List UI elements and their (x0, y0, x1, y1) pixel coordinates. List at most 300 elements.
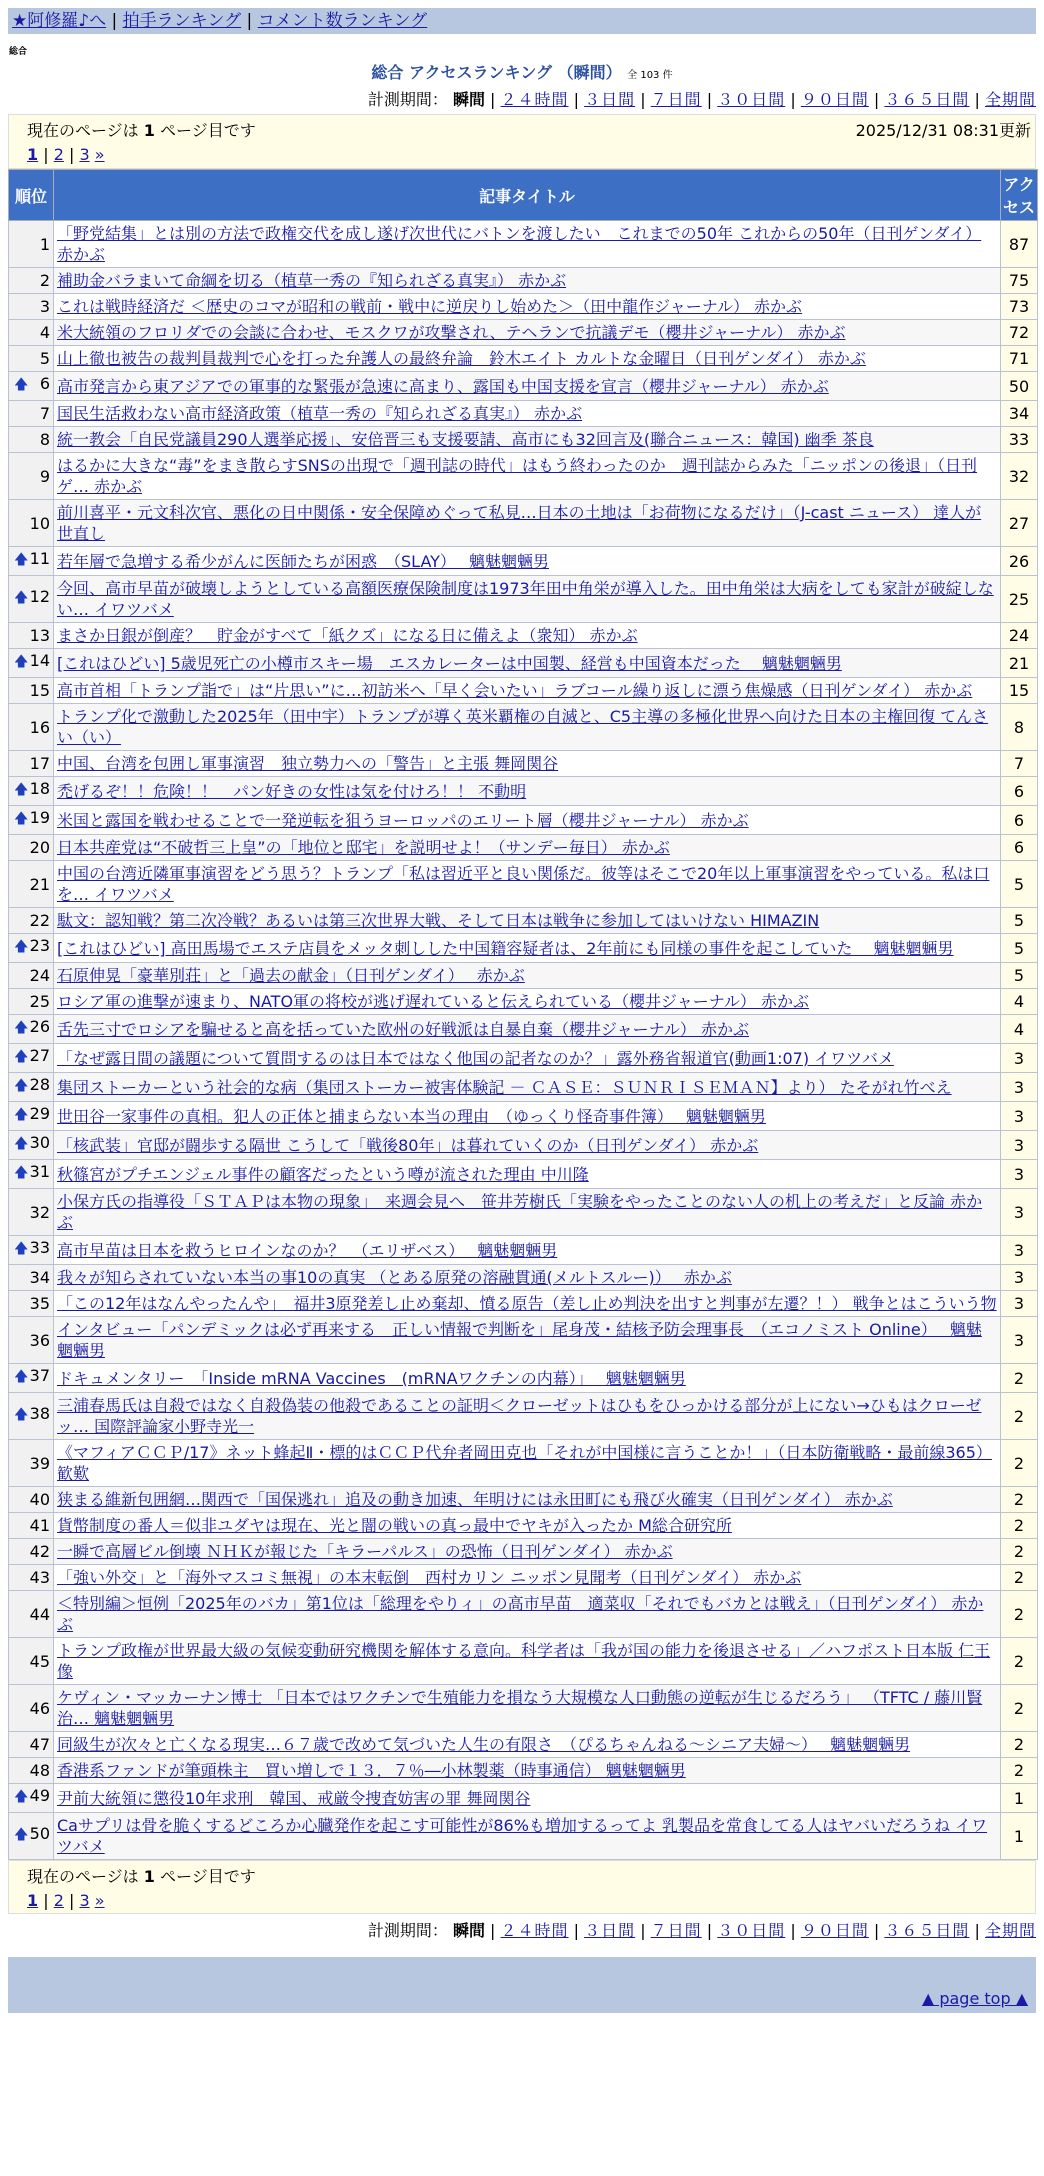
title-cell (54, 320, 1001, 346)
table-row (9, 346, 1038, 372)
article-title-link[interactable]: 「核武装」官邸が闘歩する隔世 こうして「戦後80年」は暮れていくのか（日刊ゲンダイ） 赤かぶ (57, 1135, 759, 1155)
access-count: 75 (1001, 268, 1038, 294)
rank-number: 13 (29, 626, 50, 645)
rank-number: 15 (29, 681, 50, 700)
table-row (9, 1044, 1038, 1073)
period-link-90d[interactable]: ９０日間 (800, 90, 869, 109)
rank-up-arrow-icon: 🡅 (14, 782, 29, 798)
rank-cell (9, 1317, 54, 1364)
table-row (9, 320, 1038, 346)
access-count: 15 (1001, 678, 1038, 704)
access-count: 5 (1001, 861, 1038, 908)
access-count: 5 (1001, 963, 1038, 989)
rank-number: 17 (29, 754, 50, 773)
title-cell (54, 1073, 1001, 1102)
table-row (9, 1440, 1038, 1487)
article-title-link[interactable]: 禿げるぞ！！危険！！ パン好きの女性は気を付けろ！！ 不動明 (57, 781, 527, 801)
current-page-text: 現在のページは 1 ページ目です (27, 121, 256, 140)
article-title-link[interactable]: 日本共産党は“不破哲三上皇”の「地位と邸宅」を説明せよ！（サンデー毎日） 赤かぶ (57, 838, 670, 857)
rank-cell (9, 649, 54, 678)
title-cell (54, 751, 1001, 777)
table-row (9, 704, 1038, 751)
table-row (9, 751, 1038, 777)
title-cell (54, 1813, 1001, 1860)
article-title-link[interactable]: 高市発言から東アジアでの軍事的な緊張が急速に高まり、露国も中国支援を宣言（櫻井ジャーナル） 赤かぶ (57, 376, 829, 396)
rank-cell (9, 623, 54, 649)
title-cell (54, 1131, 1001, 1160)
table-row (9, 1189, 1038, 1236)
period-selector-bottom: 計測期間： 瞬間 | ２４時間 | ３日間 | ７日間 | ３０日間 | ９０日間 | ３６５日間 | 全期間 (367, 1921, 1036, 1940)
rank-up-arrow-icon: 🡅 (14, 1136, 29, 1152)
article-title-link[interactable]: 狭まる維新包囲網…関西で「国保逃れ」追及の動き加速、年明けには永田町にも飛び火確実（日刊ゲンダイ） 赤かぶ (57, 1490, 893, 1509)
rank-cell (9, 427, 54, 453)
article-title-link[interactable]: これは戦時経済だ ＜歴史のコマが昭和の戦前・戦中に逆戻りし始めた＞（田中龍作ジャーナル） 赤かぶ (57, 297, 803, 316)
article-title-link[interactable]: [これはひどい] 高田馬場でエステ店員をメッタ刺しした中国籍容疑者は、2年前にも同様の事件を起こしていた 魑魅魍魎男 (57, 938, 954, 958)
article-title-link[interactable]: はるかに大きな“毒”をまき散らすSNSの出現で「週刊誌の時代」はもう終わったのか 週刊誌からみた「ニッポンの後退」（日刊ゲ… 赤かぶ (57, 456, 978, 496)
title-cell (54, 678, 1001, 704)
page-link-2[interactable]: 2 (53, 145, 64, 164)
rank-cell (9, 1364, 54, 1393)
article-title-link[interactable]: 香港系ファンドが筆頭株主 買い増しで１３．７％―小林製薬（時事通信） 魑魅魍魎男 (57, 1761, 686, 1780)
access-count: 3 (1001, 1236, 1038, 1265)
article-title-link[interactable]: 尹前大統領に懲役10年求刑 韓国、戒厳令捜査妨害の罪 舞岡関谷 (57, 1788, 531, 1808)
rank-number: 29 (29, 1104, 50, 1123)
article-title-link[interactable]: 補助金バラまいて命綱を切る（植草一秀の『知られざる真実』） 赤かぶ (57, 271, 567, 290)
title-cell (54, 346, 1001, 372)
rank-number: 4 (39, 323, 50, 342)
rank-cell (9, 1440, 54, 1487)
table-row (9, 678, 1038, 704)
rank-number: 46 (29, 1698, 50, 1718)
period-link-30d[interactable]: ３０日間 (717, 1921, 786, 1940)
rank-cell (9, 1073, 54, 1102)
rank-cell (9, 989, 54, 1015)
header-rank: 順位 (9, 170, 54, 221)
clap-ranking-link[interactable]: 拍手ランキング (122, 11, 242, 31)
article-title-link[interactable]: 集団ストーカーという社会的な病（集団ストーカー被害体験記 － ＣＡＳＥ：ＳＵＮＲＩＳＥＭＡＮ】より） たそがれ竹べえ (57, 1077, 952, 1097)
article-title-link[interactable]: 《マフィアＣＣＰ/17》ネット蜂起Ⅱ・標的はＣＣＰ代弁者岡田克也「それが中国様に言うことか！」（日本防衛戦略・最前線365） 歓歎 (57, 1443, 992, 1483)
rank-number: 5 (39, 349, 50, 368)
table-row (9, 1638, 1038, 1685)
title-cell (54, 1440, 1001, 1487)
title-cell (54, 908, 1001, 934)
table-row (9, 372, 1038, 401)
rank-cell (9, 1758, 54, 1784)
rank-number: 21 (29, 874, 50, 894)
article-title-link[interactable]: ドキュメンタリー 「Inside mRNA Vaccines (mRNAワクチンの内幕）」 魑魅魍魎男 (57, 1368, 686, 1388)
rank-cell (9, 751, 54, 777)
article-title-link[interactable]: ＜特別編＞恒例「2025年のバカ」第1位は「総理をやりィ」の高市早苗 適菜収「それでもバカとは戦え」（日刊ゲンダイ） 赤かぶ (57, 1594, 984, 1634)
rank-cell (9, 453, 54, 500)
article-title-link[interactable]: 駄文：認知戦？第二次冷戦？あるいは第三次世界大戦、そして日本は戦争に参加してはいけない HIMAZIN (57, 911, 820, 930)
access-count: 2 (1001, 1487, 1038, 1513)
access-count: 6 (1001, 835, 1038, 861)
access-count: 34 (1001, 401, 1038, 427)
rank-number: 25 (29, 992, 50, 1011)
access-count: 2 (1001, 1393, 1038, 1440)
period-link-7d[interactable]: ７日間 (650, 90, 702, 109)
article-title-link[interactable]: [これはひどい] 5歳児死亡の小樽市スキー場 エスカレーターは中国製、経営も中国資本だった 魑魅魍魎男 (57, 653, 842, 673)
rank-number: 36 (29, 1330, 50, 1350)
rank-cell (9, 1732, 54, 1758)
rank-number: 38 (29, 1404, 50, 1423)
access-count: 24 (1001, 623, 1038, 649)
nav-separator: | (246, 11, 253, 31)
article-title-link[interactable]: トランプ化で激動した2025年（田中宇）トランプが導く英米覇権の自滅と、C5主導の多極化世界へ向けた日本の主権回復 てんさい（い） (57, 707, 989, 747)
rank-up-arrow-icon: 🡅 (14, 1369, 29, 1385)
article-title-link[interactable]: インタビュー「パンデミックは必ず再来する 正しい情報で判断を」尾身茂・結核予防会理事長 （エコノミスト Online） 魑魅魍魎男 (57, 1320, 982, 1360)
article-title-link[interactable]: 統一教会「自民党議員290人選挙応援」、安倍晋三も支援要請、高市にも32回言及(聯合ニュース：韓国) 幽季 茶良 (57, 430, 874, 449)
table-row (9, 1160, 1038, 1189)
access-count: 6 (1001, 806, 1038, 835)
rank-number: 33 (29, 1238, 50, 1257)
table-row (9, 427, 1038, 453)
period-link-all[interactable]: 全期間 (984, 90, 1036, 109)
rank-number: 24 (29, 966, 50, 985)
table-row (9, 500, 1038, 547)
period-link-90d[interactable]: ９０日間 (800, 1921, 869, 1940)
page-link-1[interactable]: 1 (27, 145, 39, 164)
table-row (9, 401, 1038, 427)
rank-number: 7 (39, 404, 50, 423)
access-count: 5 (1001, 908, 1038, 934)
rank-number: 44 (29, 1604, 50, 1624)
table-row (9, 861, 1038, 908)
article-title-link[interactable]: 若年層で急増する希少がんに医師たちが困惑 （SLAY） 魑魅魍魎男 (57, 551, 550, 571)
access-count: 1 (1001, 1813, 1038, 1860)
home-link[interactable]: ★阿修羅♪へ (12, 11, 107, 31)
table-row (9, 1784, 1038, 1813)
table-row (9, 268, 1038, 294)
period-link-7d[interactable]: ７日間 (650, 1921, 702, 1940)
page-top-bar (8, 1985, 1036, 2013)
rank-cell (9, 1513, 54, 1539)
rank-cell (9, 1591, 54, 1638)
access-count: 71 (1001, 346, 1038, 372)
rank-up-arrow-icon: 🡅 (14, 939, 29, 955)
article-title-link[interactable]: 高市首相「トランプ詣で」は“片思い”に…初訪米へ「早く会いたい」ラブコール繰り返しに漂う焦燥感（日刊ゲンダイ） 赤かぶ (57, 681, 973, 700)
access-count: 1 (1001, 1784, 1038, 1813)
table-row (9, 806, 1038, 835)
title-cell (54, 623, 1001, 649)
table-row (9, 1291, 1038, 1317)
title-cell (54, 1291, 1001, 1317)
next-page-link[interactable]: » (94, 145, 105, 164)
rank-cell (9, 806, 54, 835)
page-link-3[interactable]: 3 (79, 145, 90, 164)
rank-up-arrow-icon: 🡅 (14, 590, 29, 606)
period-label: 計測期間： (367, 90, 448, 109)
rank-up-arrow-icon: 🡅 (14, 1049, 29, 1065)
rank-cell (9, 294, 54, 320)
rank-cell (9, 576, 54, 623)
title-cell (54, 704, 1001, 751)
rank-up-arrow-icon: 🡅 (14, 1789, 29, 1805)
rank-number: 32 (29, 1202, 50, 1222)
rank-cell (9, 268, 54, 294)
access-count: 7 (1001, 751, 1038, 777)
access-count: 2 (1001, 1638, 1038, 1685)
table-row (9, 1131, 1038, 1160)
rank-cell (9, 346, 54, 372)
title-cell (54, 453, 1001, 500)
article-title-link[interactable]: ロシア軍の進撃が速まり、NATO軍の将校が逃げ遅れていると伝えられている（櫻井ジャーナル） 赤かぶ (57, 992, 810, 1011)
access-count: 32 (1001, 453, 1038, 500)
title-cell (54, 576, 1001, 623)
access-count: 3 (1001, 1291, 1038, 1317)
rank-number: 10 (29, 513, 50, 533)
title-cell (54, 861, 1001, 908)
rank-cell (9, 1813, 54, 1860)
article-title-link[interactable]: 舌先三寸でロシアを騙せると高を括っていた欧州の好戦派は自暴自棄（櫻井ジャーナル） 赤かぶ (57, 1019, 749, 1039)
rank-up-arrow-icon: 🡅 (14, 654, 29, 670)
rank-cell (9, 1131, 54, 1160)
access-count: 2 (1001, 1364, 1038, 1393)
table-row (9, 547, 1038, 576)
rank-cell (9, 1265, 54, 1291)
table-row (9, 1102, 1038, 1131)
rank-cell (9, 1487, 54, 1513)
access-count: 5 (1001, 934, 1038, 963)
access-count: 2 (1001, 1591, 1038, 1638)
rank-number: 3 (39, 297, 50, 316)
title-cell (54, 934, 1001, 963)
header-access: アクセス (1001, 170, 1038, 221)
table-row (9, 1236, 1038, 1265)
access-count: 3 (1001, 1131, 1038, 1160)
rank-number: 34 (29, 1268, 50, 1287)
period-current: 瞬間 (452, 90, 485, 109)
rank-cell (9, 963, 54, 989)
rank-cell (9, 1393, 54, 1440)
article-title-link[interactable]: 前川喜平・元文科次官、悪化の日中関係・安全保障めぐって私見…日本の土地は「お荷物になるだけ」（J-cast ニュース） 達人が世直し (57, 503, 982, 543)
period-link-365d[interactable]: ３６５日間 (884, 90, 970, 109)
title-cell (54, 1015, 1001, 1044)
access-count: 4 (1001, 989, 1038, 1015)
title-cell (54, 1160, 1001, 1189)
table-row (9, 835, 1038, 861)
access-count: 3 (1001, 1044, 1038, 1073)
article-title-link[interactable]: 国民生活救わない高市経済政策（植草一秀の『知られざる真実』） 赤かぶ (57, 404, 583, 423)
access-count: 2 (1001, 1513, 1038, 1539)
period-link-30d[interactable]: ３０日間 (717, 90, 786, 109)
table-header-row (9, 170, 1038, 221)
period-label: 計測期間： (367, 1921, 448, 1940)
rank-cell (9, 1685, 54, 1732)
page-link-3[interactable]: 3 (79, 1891, 90, 1910)
article-title-link[interactable]: 中国、台湾を包囲し軍事演習 独立勢力への「警告」と主張 舞岡関谷 (57, 754, 559, 773)
page-link-1[interactable]: 1 (27, 1891, 39, 1910)
title-cell (54, 294, 1001, 320)
title-cell (54, 547, 1001, 576)
period-link-3d[interactable]: ３日間 (584, 90, 636, 109)
rank-number: 49 (29, 1786, 50, 1805)
table-row (9, 777, 1038, 806)
table-row (9, 1685, 1038, 1732)
rank-number: 14 (29, 651, 50, 670)
next-page-link[interactable]: » (94, 1891, 105, 1910)
rank-cell (9, 934, 54, 963)
article-title-link[interactable]: 「なぜ露日間の議題について質問するのは日本ではなく他国の記者なのか？」露外務省報道官(動画1:07) イワツバメ (57, 1048, 894, 1068)
period-link-365d[interactable]: ３６５日間 (884, 1921, 970, 1940)
table-row (9, 1732, 1038, 1758)
title-cell (54, 1393, 1001, 1440)
title-cell (54, 1565, 1001, 1591)
rank-number: 47 (29, 1735, 50, 1754)
rank-number: 22 (29, 911, 50, 930)
rank-cell (9, 1015, 54, 1044)
rank-up-arrow-icon: 🡅 (14, 1078, 29, 1094)
total-count: 全 103 件 (627, 70, 673, 81)
table-row (9, 221, 1038, 268)
table-row (9, 453, 1038, 500)
table-row (9, 1073, 1038, 1102)
table-row (9, 623, 1038, 649)
table-row (9, 1565, 1038, 1591)
table-row (9, 1317, 1038, 1364)
period-link-all[interactable]: 全期間 (984, 1921, 1036, 1940)
article-title-link[interactable]: 小保方氏の指導役「ＳＴＡＰは本物の現象」 来週会見へ 笹井芳樹氏「実験をやったことのない人の机上の考えだ」と反論 赤かぶ (57, 1192, 983, 1232)
access-count: 2 (1001, 1440, 1038, 1487)
table-row (9, 1487, 1038, 1513)
article-title-link[interactable]: 貨幣制度の番人＝似非ユダヤは現在、光と闇の戦いの真っ最中でヤキが入ったか M総合研究所 (57, 1516, 732, 1535)
rank-up-arrow-icon: 🡅 (14, 1165, 29, 1181)
pager-top (8, 114, 1036, 169)
table-row (9, 1015, 1038, 1044)
rank-number: 2 (39, 271, 50, 290)
article-title-link[interactable]: 今回、高市早苗が破壊しようとしている高額医療保険制度は1973年田中角栄が導入した。田中角栄は大病をしても家計が破綻しない… イワツバメ (57, 579, 994, 619)
rank-number: 50 (29, 1824, 50, 1843)
article-title-link[interactable]: 石原伸晃「豪華別荘」と「過去の献金」（日刊ゲンダイ） 赤かぶ (57, 966, 525, 985)
article-title-link[interactable]: 世田谷一家事件の真相。犯人の正体と捕まらない本当の理由 （ゆっくり怪奇事件簿） 魑魅魍魎男 (57, 1106, 766, 1126)
rank-number: 41 (29, 1516, 50, 1535)
rank-number: 45 (29, 1651, 50, 1671)
rank-number: 11 (29, 549, 50, 568)
rank-up-arrow-icon: 🡅 (14, 1241, 29, 1257)
comment-ranking-link[interactable]: コメント数ランキング (257, 11, 428, 31)
title-cell (54, 372, 1001, 401)
access-count: 50 (1001, 372, 1038, 401)
article-title-link[interactable]: 三浦春馬氏は自殺ではなく自殺偽装の他殺であることの証明＜クローゼットはひもをひっかける部分が上にない→ひもはクローゼッ… 国際評論家小野寺光一 (57, 1396, 982, 1436)
rank-cell (9, 320, 54, 346)
rank-cell (9, 500, 54, 547)
article-title-link[interactable]: 「この12年はなんやったんや」 福井3原発差し止め棄却、憤る原告（差し止め判決を出すと判事が左遷？！） 戦争とはこういう物 (57, 1294, 997, 1313)
article-title-link[interactable]: 「野党結集」とは別の方法で政権交代を成し遂げ次世代にバトンを渡したい これまでの50年 これからの50年（日刊ゲンダイ） 赤かぶ (57, 224, 982, 264)
title-cell (54, 1638, 1001, 1685)
article-title-link[interactable]: 秋篠宮がプチエンジェル事件の顧客だったという噂が流された理由 中川隆 (57, 1164, 589, 1184)
rank-number: 31 (29, 1162, 50, 1181)
title-cell (54, 1758, 1001, 1784)
rank-number: 1 (39, 234, 50, 254)
rank-number: 27 (29, 1046, 50, 1065)
updated-datetime: 2025/12/31 08:31更新 (855, 121, 1031, 140)
title-cell (54, 1189, 1001, 1236)
rank-number: 18 (29, 779, 50, 798)
rank-cell (9, 372, 54, 401)
article-title-link[interactable]: 米国と露国を戦わせることで一発逆転を狙うヨーロッパのエリート層（櫻井ジャーナル） 赤かぶ (57, 810, 749, 830)
access-count: 33 (1001, 427, 1038, 453)
rank-number: 19 (29, 808, 50, 827)
rank-number: 39 (29, 1453, 50, 1473)
article-title-link[interactable]: 山上徹也被告の裁判員裁判で心を打った弁護人の最終弁論 鈴木エイト カルトな金曜日（日刊ゲンダイ） 赤かぶ (57, 349, 866, 368)
rank-cell (9, 908, 54, 934)
title-cell (54, 777, 1001, 806)
ranking-title: 総合 アクセスランキング （瞬間） (371, 63, 622, 82)
table-row (9, 1393, 1038, 1440)
footer-bar (8, 1957, 1036, 1985)
rank-number: 9 (39, 466, 50, 486)
rank-number: 43 (29, 1568, 50, 1587)
rank-number: 8 (39, 430, 50, 449)
table-row (9, 1364, 1038, 1393)
article-title-link[interactable]: 「強い外交」と「海外マスコミ無視」の本末転倒 西村カリン ニッポン見聞考（日刊ゲンダイ） 赤かぶ (57, 1568, 802, 1587)
article-title-link[interactable]: まさか日銀が倒産？ 貯金がすべて「紙クズ」になる日に備えよ（衆知） 赤かぶ (57, 626, 638, 645)
period-link-24h[interactable]: ２４時間 (500, 90, 569, 109)
title-cell (54, 268, 1001, 294)
rank-number: 26 (29, 1017, 50, 1036)
title-cell (54, 1539, 1001, 1565)
period-link-3d[interactable]: ３日間 (584, 1921, 636, 1940)
title-cell (54, 835, 1001, 861)
rank-up-arrow-icon: 🡅 (14, 811, 29, 827)
period-selector-top: 計測期間： 瞬間 | ２４時間 | ３日間 | ７日間 | ３０日間 | ９０日間 | ３６５日間 | 全期間 (367, 90, 1036, 109)
rank-number: 30 (29, 1133, 50, 1152)
rank-cell (9, 1565, 54, 1591)
period-link-24h[interactable]: ２４時間 (500, 1921, 569, 1940)
rank-up-arrow-icon: 🡅 (14, 1020, 29, 1036)
title-cell (54, 1364, 1001, 1393)
article-title-link[interactable]: ケヴィン・マッカーナン博士 「日本ではワクチンで生殖能力を損なう大規模な人口動態の逆転が生じるだろう」 （TFTC / 藤川賢治… 魑魅魍魎男 (57, 1688, 983, 1728)
title-cell (54, 989, 1001, 1015)
page-links: 1 | 2 | 3 » (27, 145, 105, 164)
article-title-link[interactable]: 同級生が次々と亡くなる現実…６７歳で改めて気づいた人生の有限さ （ぴるちゃんねる～シニア夫婦～） 魑魅魍魎男 (57, 1735, 911, 1754)
article-title-link[interactable]: 我々が知らされていない本当の事10の真実 （とある原発の溶融貫通(メルトスルー)） 赤かぶ (57, 1268, 732, 1287)
title-cell (54, 1487, 1001, 1513)
page-top-link[interactable]: ▲ page top ▲ (921, 1989, 1028, 2008)
article-title-link[interactable]: 中国の台湾近隣軍事演習をどう思う？トランプ「私は習近平と良い関係だ。彼等はそこで20年以上軍事演習をやっている。私は口を… イワツバメ (57, 864, 990, 904)
article-title-link[interactable]: トランプ政権が世界最大級の気候変動研究機関を解体する意向。科学者は「我が国の能力を後退させる」／ハフポスト日本版 仁王像 (57, 1641, 991, 1681)
access-count: 3 (1001, 1317, 1038, 1364)
access-count: 27 (1001, 500, 1038, 547)
title-cell (54, 221, 1001, 268)
rank-up-arrow-icon: 🡅 (14, 1407, 29, 1423)
table-row (9, 576, 1038, 623)
access-count: 2 (1001, 1685, 1038, 1732)
rank-cell (9, 1189, 54, 1236)
article-title-link[interactable]: 高市早苗は日本を救うヒロインなのか？ （エリザベス） 魑魅魍魎男 (57, 1240, 558, 1260)
rank-cell (9, 1044, 54, 1073)
page-links: 1 | 2 | 3 » (27, 1891, 105, 1910)
rank-number: 20 (29, 838, 50, 857)
article-title-link[interactable]: Caサプリは骨を脆くするどころか心臓発作を起こす可能性が86%も増加するってよ 乳製品を常食してる人はヤバいだろうね イワツバメ (57, 1816, 988, 1856)
article-title-link[interactable]: 米大統領のフロリダでの会談に合わせ、モスクワが攻撃され、テヘランで抗議デモ（櫻井ジャーナル） 赤かぶ (57, 323, 846, 342)
rank-number: 48 (29, 1761, 50, 1780)
table-row (9, 1265, 1038, 1291)
rank-cell (9, 1539, 54, 1565)
table-row (9, 649, 1038, 678)
pager-bottom (8, 1860, 1036, 1914)
page-link-2[interactable]: 2 (53, 1891, 64, 1910)
rank-up-arrow-icon: 🡅 (14, 377, 29, 393)
article-title-link[interactable]: 一瞬で高層ビル倒壊 ＮＨＫが報じた「キラーパルス」の恐怖（日刊ゲンダイ） 赤かぶ (57, 1542, 673, 1561)
access-count: 3 (1001, 1160, 1038, 1189)
title-cell (54, 1732, 1001, 1758)
rank-number: 6 (39, 374, 50, 393)
rank-number: 35 (29, 1294, 50, 1313)
table-row (9, 934, 1038, 963)
period-current: 瞬間 (452, 1921, 485, 1940)
title-cell (54, 963, 1001, 989)
